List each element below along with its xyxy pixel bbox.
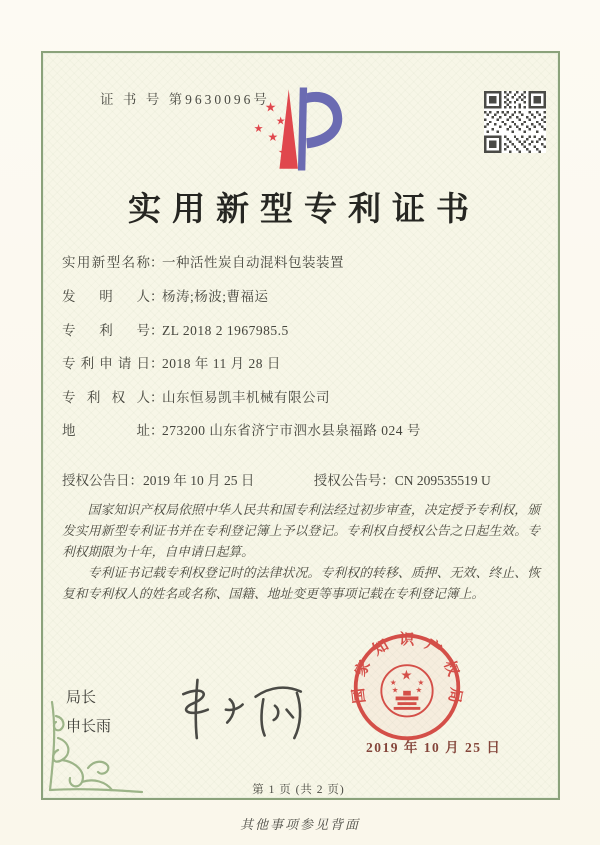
grant-row: 授权公告日：2019 年 10 月 25 日 授权公告号：CN 209535519 U [62, 473, 491, 488]
field-row-name: 实用新型名称：一种活性炭自动混料包装装置 [62, 251, 532, 271]
signer-title: 局长 [66, 690, 97, 706]
field-value: 273200 山东省济宁市泗水县泉福路 024 号 [162, 423, 421, 438]
shen-changyu-signature-icon [160, 670, 315, 748]
back-note: 其他事项参见背面 [239, 817, 360, 832]
field-value: 一种活性炭自动混料包装装置 [162, 255, 344, 270]
field-row-filing-date: 专利申请日：2018 年 11 月 28 日 [62, 352, 532, 372]
svg-text:★: ★ [277, 145, 291, 162]
field-row-address: 地址：273200 山东省济宁市泗水县泉福路 024 号 [62, 419, 532, 439]
field-label: 专利号 [62, 322, 150, 338]
field-label: 专利申请日 [62, 356, 150, 371]
svg-text:国家知识产权局: 国家知识产权局 [350, 631, 464, 709]
field-value: 山东恒易凯丰机械有限公司 [162, 389, 330, 405]
cnipa-official-seal-icon [350, 630, 464, 744]
grant-no-value: CN 209535519 U [394, 473, 491, 488]
certificate-title: 实用新型专利证书 [128, 192, 480, 228]
field-row-patentee: 专利权人：山东恒易凯丰机械有限公司 [62, 386, 532, 406]
page-indicator: 第 1 页 (共 2 页) [252, 784, 345, 796]
certificate-body [62, 500, 540, 605]
field-value: 2018 年 11 月 28 日 [162, 356, 281, 371]
qr-code-icon [484, 91, 546, 153]
field-row-inventor: 发明人：杨涛;杨波;曹福运 [62, 285, 532, 305]
svg-text:★: ★ [400, 667, 413, 683]
field-list [62, 251, 532, 453]
field-value: 杨涛;杨波;曹福运 [162, 289, 269, 304]
field-label: 地址 [62, 423, 150, 438]
svg-text:★: ★ [415, 685, 423, 695]
field-value: ZL 2018 2 1967985.5 [162, 322, 289, 338]
svg-text:★: ★ [275, 115, 286, 128]
seal-date: 2019 年 10 月 25 日 [366, 740, 502, 755]
svg-text:★: ★ [267, 130, 279, 144]
grant-date-label: 授权公告日 [62, 473, 130, 488]
signer-name: 申长雨 [66, 719, 112, 735]
body-paragraph-1: 国家知识产权局依照中华人民共和国专利法经过初步审查，决定授予专利权，颁发实用新型专利证书并在专利登记簿上予以登记。专利权自授权公告之日起生效。专利权期限为十年，自申请日起算。 [62, 503, 540, 559]
svg-text:★: ★ [391, 685, 399, 695]
field-label: 专利权人 [62, 389, 150, 405]
svg-text:★: ★ [253, 122, 264, 135]
cnipa-patent-logo-icon [237, 78, 357, 180]
svg-text:★: ★ [417, 678, 425, 688]
field-label: 发明人 [62, 289, 150, 304]
grant-date-value: 2019 年 10 月 25 日 [143, 473, 255, 488]
field-label: 实用新型名称 [62, 255, 150, 270]
certificate-number: 证 书 号 第9630096号 [100, 92, 270, 107]
svg-text:★: ★ [264, 99, 277, 115]
grant-no-label: 授权公告号 [313, 473, 382, 488]
body-paragraph-2: 专利证书记载专利权登记时的法律状况。专利权的转移、质押、无效、终止、恢复和专利权人的姓名或名称、国籍、地址变更等事项记载在专利登记簿上。 [62, 566, 540, 601]
svg-text:★: ★ [389, 678, 397, 688]
field-row-patent-no: 专利号：ZL 2018 2 1967985.5 [62, 319, 532, 339]
